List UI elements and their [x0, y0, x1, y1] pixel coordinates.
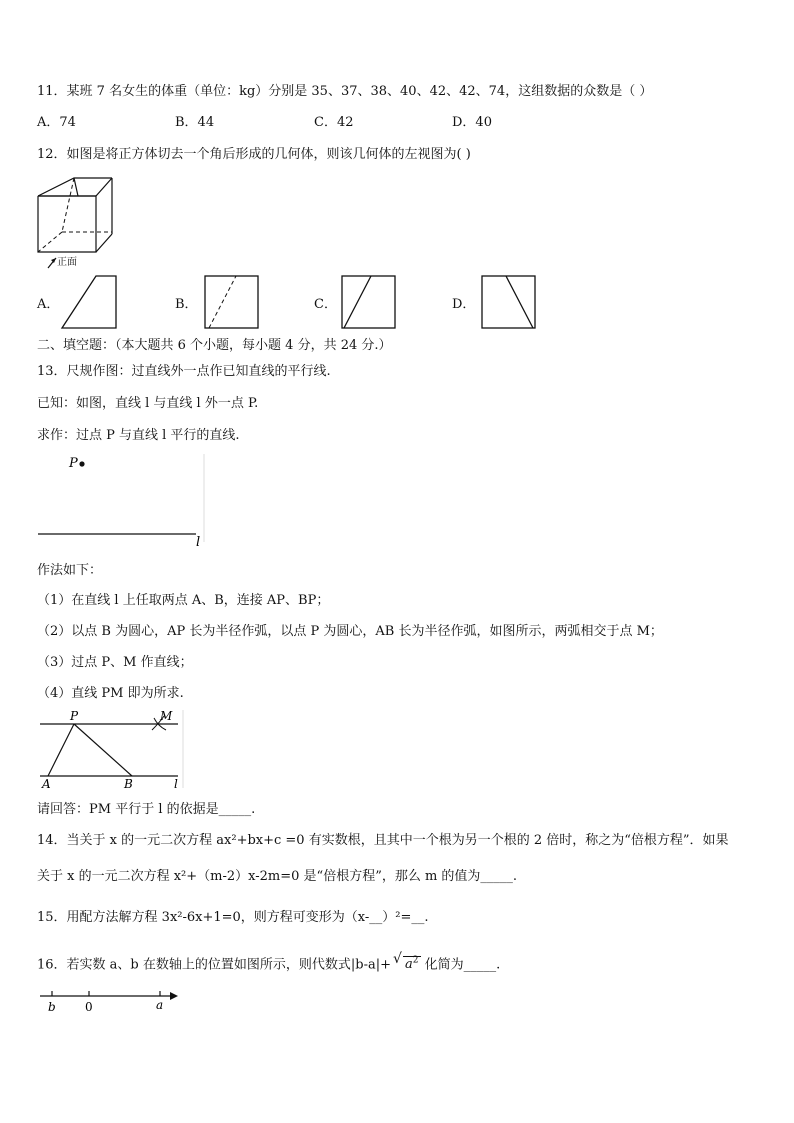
q12-front-label: 正面	[57, 257, 77, 268]
q16-text-before: 16．若实数 a、b 在数轴上的位置如图所示，则代数式|b-a|+	[37, 957, 391, 973]
section-heading: 二、填空题：（本大题共 6 个小题，每小题 4 分，共 24 分.）	[37, 338, 392, 353]
q13-fig2-label-l: l	[174, 777, 178, 791]
q16-radicand-letter: a	[405, 957, 413, 973]
q12-option-b-figure	[204, 275, 260, 329]
q13-answer-prompt: 请回答：PM 平行于 l 的依据是_____.	[37, 802, 256, 817]
q16-axis-label-b: b	[48, 1000, 56, 1014]
q16-sqrt	[393, 952, 421, 974]
q11-option-a: A．74	[37, 115, 76, 130]
q16-radicand	[403, 956, 421, 972]
q12-option-b-letter: B．	[175, 297, 198, 312]
q11-option-b: B．44	[175, 115, 215, 130]
q16-axis-label-a: a	[156, 998, 164, 1012]
q13-step-3: （3）过点 P、M 作直线；	[37, 655, 193, 670]
q13-fig1-point-label: P	[69, 456, 78, 471]
q11-option-d: D．40	[452, 115, 492, 130]
q14-line-2: 关于 x 的一元二次方程 x²+（m-2）x-2m=0 是“倍根方程”，那么 m 的值为_____.	[37, 869, 518, 884]
q16-text-after: 化简为_____.	[420, 957, 501, 973]
q13-fig2-label-a: A	[42, 777, 51, 791]
q13-fig2-label-p: P	[70, 709, 79, 723]
q13-step-2: （2）以点 B 为圆心，AP 长为半径作弧，以点 P 为圆心，AB 长为半径作弧，如图所示，两弧相交于点 M；	[37, 624, 663, 639]
q14-line-1: 14．当关于 x 的一元二次方程 ax²+bx+c =0 有实数根，且其中一个根为另一个根的 2 倍时，称之为“倍根方程”．如果	[37, 833, 729, 848]
q13-method-title: 作法如下：	[37, 563, 103, 578]
q13-fig2-label-b: B	[124, 777, 133, 791]
q12-cube-figure	[34, 174, 126, 270]
q13-figure-2	[36, 708, 186, 794]
q16-exponent: 2	[412, 956, 419, 966]
q12-option-d-letter: D．	[452, 297, 476, 312]
q16-axis-label-zero: 0	[85, 1000, 93, 1014]
q12-option-c-letter: C．	[314, 297, 337, 312]
q13-figure-1	[36, 452, 208, 548]
q11-text: 11．某班 7 名女生的体重（单位：kg）分别是 35、37、38、40、42、42、74，这组数据的众数是（ ）	[37, 84, 653, 99]
q12-option-a-letter: A．	[37, 297, 60, 312]
q15-text: 15．用配方法解方程 3x²-6x+1=0，则方程可变形为（x-__）²=__.	[37, 910, 429, 925]
q13-fig2-label-m: M	[160, 709, 173, 723]
q11-option-c: C．42	[314, 115, 354, 130]
q12-text: 12．如图是将正方体切去一个角后形成的几何体，则该几何体的左视图为( )	[37, 147, 471, 162]
q13-step-4: （4）直线 PM 即为所求.	[37, 686, 184, 701]
q12-option-c-figure	[341, 275, 397, 329]
q13-title: 13．尺规作图：过直线外一点作已知直线的平行线.	[37, 364, 331, 379]
q16-text	[37, 952, 500, 974]
q13-step-1: （1）在直线 l 上任取两点 A、B，连接 AP、BP；	[37, 593, 330, 608]
q12-option-d-figure	[481, 275, 537, 329]
q13-fig1-line-label: l	[196, 535, 201, 550]
q13-known: 已知：如图，直线 l 与直线 l 外一点 P.	[37, 396, 259, 411]
q16-number-line	[36, 986, 181, 1016]
q13-seek: 求作：过点 P 与直线 l 平行的直线.	[37, 428, 240, 443]
q16-radical-sign: √	[393, 951, 402, 967]
q12-option-a-figure	[62, 275, 118, 329]
